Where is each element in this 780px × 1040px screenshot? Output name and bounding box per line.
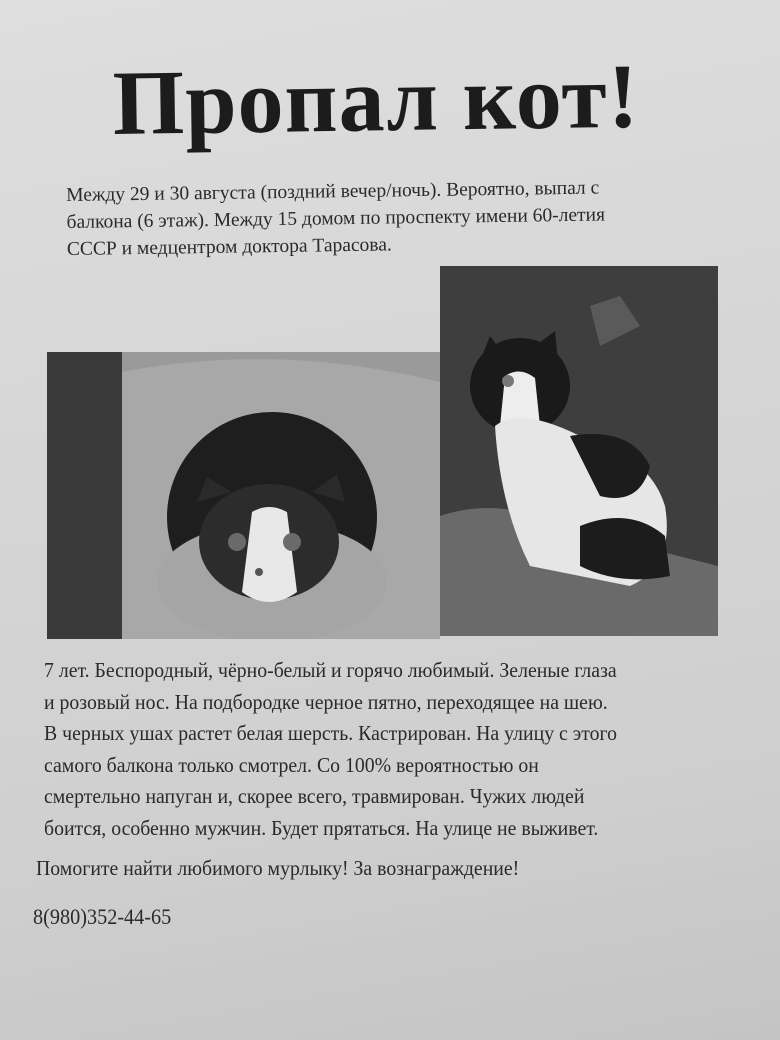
phone-number: 8(980)352-44-65	[33, 904, 172, 929]
description-line: 7 лет. Беспородный, чёрно-белый и горячо любимый. Зеленые глаза	[44, 658, 617, 682]
description-line: и розовый нос. На подбородке черное пятно, переходящее на шею.	[44, 689, 608, 714]
cat-photo-in-cat-house	[47, 352, 440, 639]
description-line: смертельно напуган и, скорее всего, травмирован. Чужих людей	[44, 784, 585, 808]
intro-line: Между 29 и 30 августа (поздний вечер/ночь). Вероятно, выпал с	[66, 177, 600, 206]
cat-photo-on-carpet	[440, 266, 718, 636]
intro-text	[66, 174, 606, 263]
description-line: самого балкона только смотрел. Со 100% вероятностью он	[44, 752, 539, 777]
description-line: боится, особенно мужчин. Будет прятаться. На улице не выживет.	[44, 815, 599, 840]
description-line: В черных ушах растет белая шерсть. Кастрирован. На улицу с этого	[44, 721, 618, 745]
call-to-action: Помогите найти любимого мурлыку! За вознаграждение!	[36, 856, 520, 880]
description-text	[44, 655, 617, 844]
poster-title: Пропал кот!	[112, 44, 640, 154]
intro-line: балкона (6 этаж). Между 15 домом по проспекту имени 60-летия	[66, 204, 606, 233]
intro-line: СССР и медцентром доктора Тарасова.	[66, 234, 392, 260]
